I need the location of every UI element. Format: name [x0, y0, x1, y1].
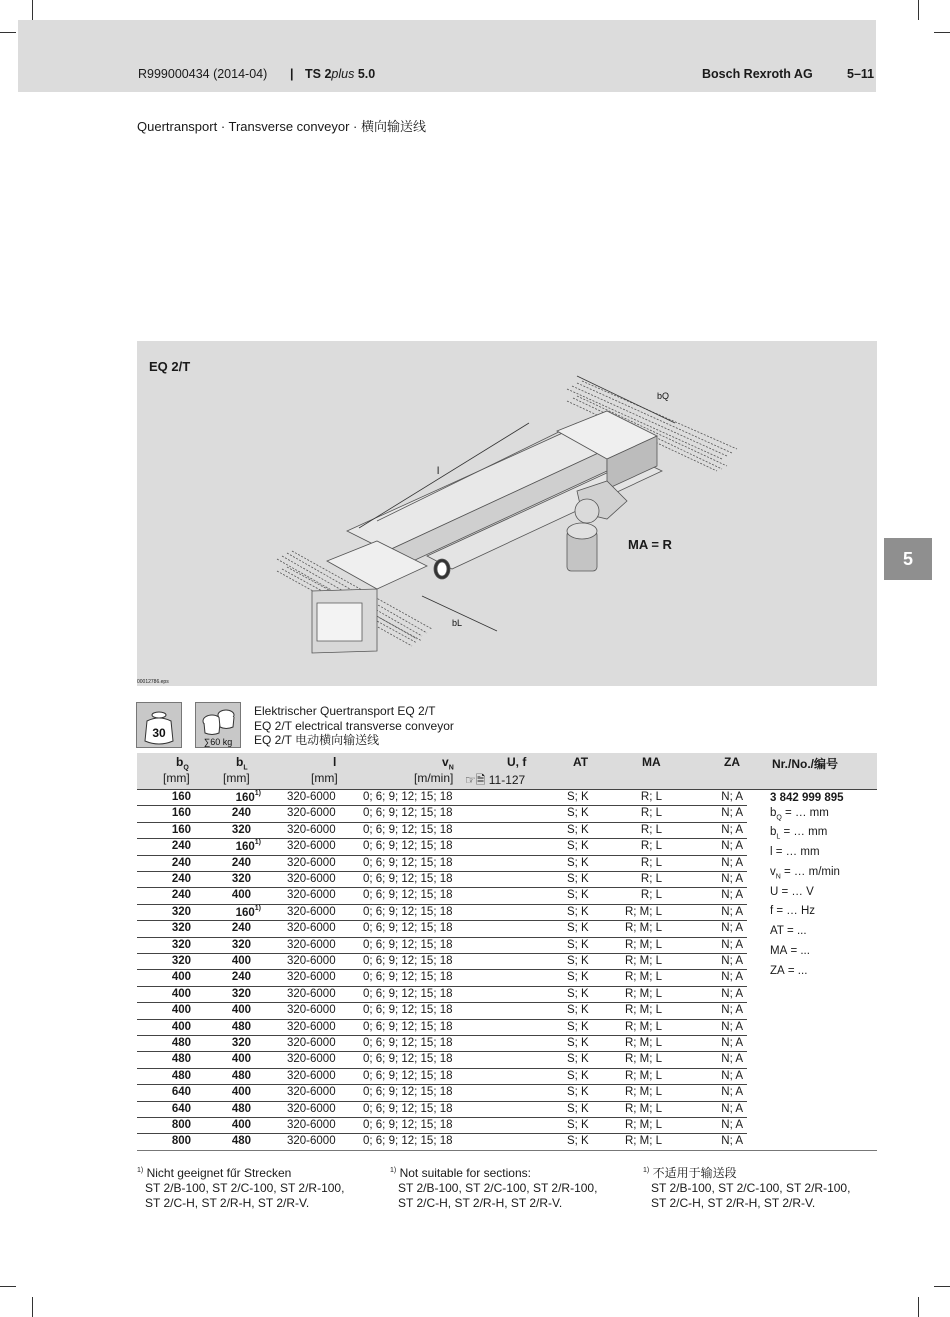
weight-value: 30	[152, 726, 166, 740]
cell-bl: 400	[231, 1086, 251, 1099]
crop-mark	[918, 1297, 919, 1317]
cell-vn: 0; 6; 9; 12; 15; 18	[363, 987, 453, 1000]
order-param: l = … mm	[770, 846, 820, 859]
cell-za: N; A	[721, 955, 743, 967]
cell-l: 320-6000	[287, 840, 336, 853]
cell-za: N; A	[721, 1135, 743, 1148]
table-row	[137, 856, 747, 872]
cell-bl: 240	[231, 856, 251, 869]
order-param: $b_L$ = … mm	[770, 826, 828, 841]
page-number: 5–11	[847, 67, 875, 81]
order-info	[770, 791, 844, 984]
cell-bl: 480	[231, 1135, 251, 1148]
cell-bq: 400	[171, 987, 191, 1000]
description-zh: EQ 2/T 电动横向输送线	[254, 733, 380, 747]
dim-l-label: l	[437, 466, 440, 477]
cell-l: 320-6000	[287, 1135, 336, 1148]
cell-bq: 640	[171, 1086, 191, 1099]
cell-ma: R; M; L	[624, 922, 662, 935]
cell-vn: 0; 6; 9; 12; 15; 18	[363, 889, 453, 902]
cell-za: N; A	[721, 823, 743, 836]
order-param: $b_Q$ = … mm	[770, 806, 829, 821]
doc-id: R999000434 (2014-04)	[138, 67, 268, 81]
col-uf-header: U, f	[507, 755, 527, 769]
cell-l: 320-6000	[287, 1004, 336, 1017]
cell-at: S; K	[567, 807, 589, 820]
cell-at: S; K	[567, 1020, 589, 1033]
page-subtitle: Quertransport · Transverse conveyor · 横向输送线	[137, 119, 426, 134]
cell-at: S; K	[567, 823, 589, 836]
product-name: TS 2plus 5.0	[305, 67, 376, 81]
cell-ma: R; L	[640, 823, 662, 836]
cell-vn: 0; 6; 9; 12; 15; 18	[363, 856, 453, 869]
col-bl-header: $b_L$	[236, 755, 248, 772]
cell-za: N; A	[721, 1086, 743, 1099]
col-za-header: ZA	[724, 755, 740, 769]
cell-bq: 240	[171, 889, 191, 902]
footnote-de: $^{1)}$ Nicht geeignet fűr Strecken ST 2/B-100, ST 2/C-100, ST 2/R-100, ST 2/C-H, ST 2/R-H, ST 2/R-V.	[137, 1166, 345, 1210]
cell-bl: 320	[231, 1037, 251, 1049]
cell-za: N; A	[721, 791, 743, 803]
col-vn-header: $v_N$	[442, 755, 454, 772]
footnote-ref: 1)	[254, 904, 261, 912]
col-no-header: Nr./No./编号	[772, 757, 839, 771]
sum-weight-icon	[195, 702, 241, 748]
cell-za: N; A	[721, 873, 743, 885]
cell-l: 320-6000	[287, 1086, 336, 1099]
cell-bq: 240	[171, 873, 191, 885]
cell-vn: 0; 6; 9; 12; 15; 18	[363, 823, 453, 836]
cell-ma: R; L	[640, 807, 662, 820]
cell-vn: 0; 6; 9; 12; 15; 18	[363, 1135, 453, 1148]
cell-ma: R; M; L	[624, 1069, 662, 1082]
cell-ma: R; M; L	[624, 1119, 662, 1131]
table-row	[137, 1069, 747, 1085]
cell-za: N; A	[721, 1020, 743, 1033]
table-row	[137, 823, 747, 839]
cell-l: 320-6000	[287, 856, 336, 869]
cell-vn: 0; 6; 9; 12; 15; 18	[363, 1069, 453, 1082]
cell-l: 320-6000	[287, 1069, 336, 1082]
cell-ma: R; M; L	[624, 955, 662, 967]
col-vn-unit: [m/min]	[414, 771, 454, 785]
table-row	[137, 987, 747, 1003]
cell-l: 320-6000	[287, 1119, 336, 1131]
col-bl-unit: [mm]	[223, 771, 250, 785]
chapter-tab: 5	[884, 538, 932, 580]
description-de: Elektrischer Quertransport EQ 2/T	[254, 704, 436, 718]
order-param: f = … Hz	[770, 905, 816, 918]
cell-bq: 480	[171, 1069, 191, 1082]
cell-l: 320-6000	[287, 987, 336, 1000]
cell-bq: 160	[171, 823, 191, 836]
cell-bq: 400	[171, 1004, 191, 1017]
cell-bq: 240	[171, 840, 191, 853]
cell-za: N; A	[721, 856, 743, 869]
cell-ma: R; M; L	[624, 987, 662, 1000]
cell-ma: R; M; L	[624, 938, 662, 951]
cell-bl: 160$^{1)}$	[235, 904, 261, 919]
sum-weight-label: ∑60 kg	[203, 737, 233, 747]
cell-l: 320-6000	[287, 922, 336, 935]
cell-ma: R; L	[640, 873, 662, 885]
col-at-header: AT	[573, 755, 589, 769]
cell-bl: 160$^{1)}$	[235, 839, 261, 854]
weight-icon	[136, 702, 182, 748]
cell-vn: 0; 6; 9; 12; 15; 18	[363, 971, 453, 984]
cell-bl: 400	[231, 889, 251, 902]
cell-bq: 400	[171, 1020, 191, 1033]
cell-vn: 0; 6; 9; 12; 15; 18	[363, 1020, 453, 1033]
header-band	[18, 20, 876, 92]
cell-l: 320-6000	[287, 905, 336, 918]
cell-bq: 320	[171, 922, 191, 935]
cell-za: N; A	[721, 1119, 743, 1131]
cell-at: S; K	[567, 791, 589, 803]
cell-vn: 0; 6; 9; 12; 15; 18	[363, 873, 453, 885]
cell-l: 320-6000	[287, 791, 336, 803]
conveyor-drawing	[137, 341, 877, 686]
cell-vn: 0; 6; 9; 12; 15; 18	[363, 938, 453, 951]
cell-at: S; K	[567, 955, 589, 967]
cell-za: N; A	[721, 971, 743, 984]
cell-vn: 0; 6; 9; 12; 15; 18	[363, 1119, 453, 1131]
cell-bq: 800	[171, 1119, 191, 1131]
cell-bl: 400	[231, 1053, 251, 1066]
crop-mark	[32, 1297, 33, 1317]
cell-bl: 480	[231, 1069, 251, 1082]
col-l-unit: [mm]	[311, 771, 338, 785]
cell-at: S; K	[567, 971, 589, 984]
cell-bl: 320	[231, 938, 251, 951]
cell-bq: 320	[171, 905, 191, 918]
cell-l: 320-6000	[287, 971, 336, 984]
cell-za: N; A	[721, 1069, 743, 1082]
crop-mark	[918, 0, 919, 20]
cell-bq: 800	[171, 1135, 191, 1148]
table-row	[137, 872, 747, 888]
cell-za: N; A	[721, 1037, 743, 1049]
footnote-ref: 1)	[254, 790, 261, 797]
cell-ma: R; L	[640, 791, 662, 803]
order-param: U = … V	[770, 885, 814, 898]
table-row	[137, 888, 747, 904]
cell-at: S; K	[567, 889, 589, 902]
cell-vn: 0; 6; 9; 12; 15; 18	[363, 1053, 453, 1066]
cell-ma: R; M; L	[624, 971, 662, 984]
cell-l: 320-6000	[287, 1102, 336, 1115]
cell-bl: 320	[231, 987, 251, 1000]
footnote-en: $^{1)}$ Not suitable for sections: ST 2/B-100, ST 2/C-100, ST 2/R-100, ST 2/C-H, ST 2/R-H, ST 2/R-V.	[390, 1166, 598, 1210]
cell-vn: 0; 6; 9; 12; 15; 18	[363, 807, 453, 820]
figure-caption: 00012786.eps	[137, 679, 169, 685]
cell-ma: R; M; L	[624, 1135, 662, 1148]
cell-za: N; A	[721, 1102, 743, 1115]
cell-at: S; K	[567, 1135, 589, 1148]
table-row	[137, 921, 747, 937]
cell-l: 320-6000	[287, 807, 336, 820]
cell-at: S; K	[567, 1037, 589, 1049]
cell-za: N; A	[721, 987, 743, 1000]
crop-mark	[0, 1286, 16, 1287]
col-uf-ref: ☞🗎 11-127	[465, 773, 526, 787]
cell-l: 320-6000	[287, 1053, 336, 1066]
cell-vn: 0; 6; 9; 12; 15; 18	[363, 840, 453, 853]
cell-bq: 240	[171, 856, 191, 869]
cell-bq: 320	[171, 955, 191, 967]
col-ma-header: MA	[642, 755, 661, 769]
cell-bq: 640	[171, 1102, 191, 1115]
crop-mark	[934, 1286, 950, 1287]
cell-ma: R; M; L	[624, 905, 662, 918]
cell-l: 320-6000	[287, 1020, 336, 1033]
table-row	[137, 1134, 747, 1150]
cell-za: N; A	[721, 922, 743, 935]
footnote-ref: 1)	[254, 839, 261, 847]
cell-ma: R; M; L	[624, 1086, 662, 1099]
cell-at: S; K	[567, 905, 589, 918]
cell-l: 320-6000	[287, 873, 336, 885]
cell-bq: 400	[171, 971, 191, 984]
cell-za: N; A	[721, 840, 743, 853]
cell-vn: 0; 6; 9; 12; 15; 18	[363, 1102, 453, 1115]
cell-bq: 480	[171, 1053, 191, 1066]
cell-za: N; A	[721, 1053, 743, 1066]
cell-bq: 320	[171, 938, 191, 951]
cell-za: N; A	[721, 1004, 743, 1017]
cell-bl: 400	[231, 955, 251, 967]
cell-vn: 0; 6; 9; 12; 15; 18	[363, 791, 453, 803]
cell-za: N; A	[721, 807, 743, 820]
cell-bl: 400	[231, 1119, 251, 1131]
cell-at: S; K	[567, 1069, 589, 1082]
cell-vn: 0; 6; 9; 12; 15; 18	[363, 1086, 453, 1099]
crop-mark	[0, 32, 16, 33]
cell-vn: 0; 6; 9; 12; 15; 18	[363, 1004, 453, 1017]
table-row	[137, 806, 747, 822]
cell-bl: 240	[231, 922, 251, 935]
cell-l: 320-6000	[287, 889, 336, 902]
company-name: Bosch Rexroth AG	[702, 67, 813, 81]
table-row	[137, 938, 747, 954]
cell-at: S; K	[567, 1102, 589, 1115]
cell-ma: R; M; L	[624, 1037, 662, 1049]
cell-bl: 480	[231, 1102, 251, 1115]
table-row	[137, 1102, 747, 1118]
cell-bl: 400	[231, 1004, 251, 1017]
table-row	[137, 1036, 747, 1052]
cell-at: S; K	[567, 1119, 589, 1131]
cell-bl: 240	[231, 807, 251, 820]
cell-at: S; K	[567, 856, 589, 869]
table-bottom-rule	[137, 1150, 877, 1151]
cell-l: 320-6000	[287, 955, 336, 967]
cell-at: S; K	[567, 938, 589, 951]
table-row	[137, 905, 747, 921]
cell-za: N; A	[721, 905, 743, 918]
cell-bq: 160	[171, 807, 191, 820]
cell-l: 320-6000	[287, 938, 336, 951]
cell-at: S; K	[567, 1086, 589, 1099]
order-param: $v_N$ = … m/min	[770, 865, 840, 881]
cell-bl: 240	[231, 971, 251, 984]
cell-at: S; K	[567, 987, 589, 1000]
table-row	[137, 1118, 747, 1134]
cell-ma: R; L	[640, 840, 662, 853]
ma-label: MA = R	[628, 537, 672, 552]
cell-vn: 0; 6; 9; 12; 15; 18	[363, 955, 453, 967]
table-row	[137, 790, 747, 806]
cell-at: S; K	[567, 840, 589, 853]
crop-mark	[32, 0, 33, 20]
cell-ma: R; M; L	[624, 1020, 662, 1033]
cell-at: S; K	[567, 1004, 589, 1017]
col-l-header: l	[333, 755, 337, 769]
cell-za: N; A	[721, 889, 743, 902]
cell-vn: 0; 6; 9; 12; 15; 18	[363, 922, 453, 935]
cell-bq: 480	[171, 1037, 191, 1049]
cell-vn: 0; 6; 9; 12; 15; 18	[363, 905, 453, 918]
cell-at: S; K	[567, 922, 589, 935]
col-bq-unit: [mm]	[163, 771, 190, 785]
cell-vn: 0; 6; 9; 12; 15; 18	[363, 1037, 453, 1049]
cell-bl: 160$^{1)}$	[235, 790, 261, 804]
cell-ma: R; M; L	[624, 1004, 662, 1017]
cell-bl: 480	[231, 1020, 251, 1033]
order-param: AT = ...	[770, 925, 807, 938]
cell-l: 320-6000	[287, 823, 336, 836]
dim-bl-label: bL	[452, 618, 463, 628]
product-description	[254, 704, 454, 748]
col-bq-header: $b_Q$	[176, 755, 189, 772]
cell-ma: R; L	[640, 856, 662, 869]
cell-l: 320-6000	[287, 1037, 336, 1049]
cell-bl: 320	[231, 873, 251, 885]
order-param: MA = ...	[770, 945, 810, 958]
cell-at: S; K	[567, 1053, 589, 1066]
header-separator: |	[290, 67, 294, 81]
cell-ma: R; M; L	[624, 1102, 662, 1115]
table-row	[137, 970, 747, 986]
dim-bq-label: bQ	[657, 391, 670, 401]
product-figure	[137, 341, 877, 686]
order-param: ZA = ...	[770, 964, 808, 977]
cell-ma: R; L	[640, 889, 662, 902]
table-row	[137, 839, 747, 855]
cell-at: S; K	[567, 873, 589, 885]
table-row	[137, 1003, 747, 1019]
figure-title: EQ 2/T	[149, 359, 191, 374]
table-row	[137, 954, 747, 970]
table-row	[137, 1020, 747, 1036]
cell-bq: 160	[171, 791, 191, 803]
cell-bl: 320	[231, 823, 251, 836]
footnote-zh: $^{1)}$ 不适用于输送段 ST 2/B-100, ST 2/C-100, ST 2/R-100, ST 2/C-H, ST 2/R-H, ST 2/R-V.	[643, 1166, 851, 1210]
table-row	[137, 1085, 747, 1101]
cell-ma: R; M; L	[624, 1053, 662, 1066]
crop-mark	[934, 32, 950, 33]
description-en: EQ 2/T electrical transverse conveyor	[254, 718, 454, 733]
order-number: 3 842 999 895	[770, 792, 844, 804]
cell-za: N; A	[721, 938, 743, 951]
table-row	[137, 1052, 747, 1068]
